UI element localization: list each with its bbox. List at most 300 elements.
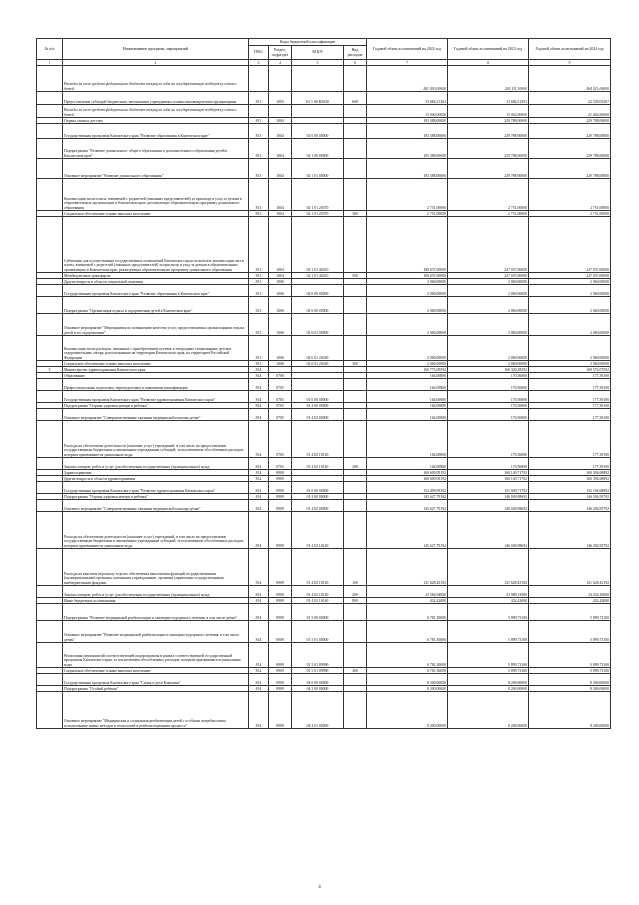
- cell-2022: 6 781,30000: [367, 643, 448, 668]
- cell-vr: [344, 621, 367, 643]
- cell-razdel: 0909: [269, 674, 292, 686]
- cell-kcsr: 02 0 00 00000: [292, 285, 344, 297]
- table-row: [37, 297, 611, 314]
- cell-2024: 146 294,95792: [529, 500, 611, 512]
- cell-2022: 164,00800: [367, 458, 448, 470]
- cell-kcsr: 02 6 00 00000: [292, 297, 344, 314]
- cell-num: [37, 421, 63, 458]
- cell-vr: [344, 285, 367, 297]
- cell-grbs: 814: [249, 598, 269, 604]
- cell-num: [37, 92, 63, 105]
- cell-vr: [344, 482, 367, 494]
- cell-grbs: 813: [249, 314, 269, 336]
- cell-grbs: 814: [249, 379, 269, 391]
- cell-name: Государственная программа Камчатского края "Развитие здравоохранения Камчатского края": [63, 482, 249, 494]
- index-cell: 8: [448, 60, 529, 66]
- cell-2022: 164,00800: [367, 421, 448, 458]
- index-cell: 5: [292, 60, 344, 66]
- cell-vr: [344, 643, 367, 668]
- cell-kcsr: 01 4 02 00000: [292, 500, 344, 512]
- cell-name: Подпрограмма "Охрана здоровья матери и ребенка": [63, 403, 249, 409]
- cell-2022: 160 773,09592: [367, 367, 448, 373]
- index-cell: 6: [344, 60, 367, 66]
- cell-num: [37, 604, 63, 621]
- cell-name: Основное мероприятие "Медицинская и социальная реабилитация детей с особыми потребностями, использование новых методов и технологий в реабилитационном процессе": [63, 692, 249, 729]
- cell-2022: 2 060,00000: [367, 361, 448, 367]
- cell-grbs: 813: [249, 285, 269, 297]
- table-row: [37, 549, 611, 586]
- cell-name: Закупка товаров, работ и услуг для обеспечения государственных (муниципальных) нужд: [63, 458, 249, 470]
- cell-razdel: [269, 66, 292, 92]
- cell-kcsr: 04 2 00 00000: [292, 686, 344, 692]
- cell-kcsr: 04 2 01 00000: [292, 692, 344, 729]
- cell-2022: 6 781,30000: [367, 668, 448, 674]
- cell-2024: 5 899,73100: [529, 643, 611, 668]
- cell-razdel: 0909: [269, 512, 292, 549]
- index-cell: 3: [249, 60, 269, 66]
- cell-name: Подпрограмма "Охрана здоровья матери и ребенка": [63, 494, 249, 500]
- cell-kcsr: 04 0 00 00000: [292, 674, 344, 686]
- cell-name: Социальное обеспечение и иные выплаты населению: [63, 211, 249, 217]
- cell-vr: [344, 604, 367, 621]
- cell-vr: 800: [344, 598, 367, 604]
- cell-num: [37, 621, 63, 643]
- cell-2023: 2 060,00000: [448, 361, 529, 367]
- cell-2023: 170,56800: [448, 379, 529, 391]
- cell-razdel: 1006: [269, 285, 292, 297]
- cell-2022: 2 060,00000: [367, 297, 448, 314]
- cell-kcsr: 01 4 00 00000: [292, 494, 344, 500]
- cell-vr: [344, 297, 367, 314]
- cell-2023: 13 686,31581: [448, 92, 529, 105]
- cell-grbs: 814: [249, 403, 269, 409]
- cell-grbs: 813: [249, 279, 269, 285]
- cell-vr: [344, 179, 367, 211]
- cell-2022: 183 388,00000: [367, 124, 448, 139]
- cell-razdel: 0909: [269, 482, 292, 494]
- cell-2023: 229 788,00000: [448, 139, 529, 159]
- cell-2024: 2 751,00000: [529, 211, 611, 217]
- cell-2023: 23 989,13500: [448, 586, 529, 598]
- cell-2023: 8 200,00000: [448, 686, 529, 692]
- cell-grbs: 813: [249, 179, 269, 211]
- cell-grbs: [249, 105, 269, 118]
- cell-2024: 152 194,68892: [529, 482, 611, 494]
- cell-2024: 177,39100: [529, 403, 611, 409]
- cell-2022: 432,42000: [367, 598, 448, 604]
- table-row: [37, 458, 611, 470]
- cell-num: [37, 336, 63, 361]
- cell-razdel: 1004: [269, 211, 292, 217]
- cell-name: Основное мероприятие "Развитие дошкольного образования": [63, 159, 249, 179]
- cell-2023: 160 320,28592: [448, 367, 529, 373]
- cell-2024: 22 529,05267: [529, 92, 611, 105]
- cell-name: Подпрограмма "Развитие дошкольного, общего образования и дополнительного образования детей в Камчатском крае": [63, 139, 249, 159]
- cell-name: Государственная программа Камчатского края "Развитие здравоохранения Камчатского края": [63, 391, 249, 403]
- cell-name: Основное мероприятие "Совершенствование оказания медицинской помощи детям": [63, 409, 249, 421]
- cell-razdel: 1004: [269, 159, 292, 179]
- cell-2023: 229 788,00000: [448, 159, 529, 179]
- cell-2023: 2 060,00000: [448, 285, 529, 297]
- cell-num: [37, 391, 63, 403]
- cell-2022: 121 628,43192: [367, 549, 448, 586]
- cell-razdel: 1006: [269, 336, 292, 361]
- cell-name: Предоставление субсидий бюджетным, автономным учреждениям и иным некоммерческим организациям: [63, 92, 249, 105]
- cell-name: Расходы на выплаты персоналу в целях обеспечения выполнения функций государственными (муниципальными) органами, казенными учреждениями, органами управления государственными внебюджетными фондами: [63, 549, 249, 586]
- header-2023: Годовой объем ассигнований на 2023 год: [448, 39, 529, 60]
- cell-razdel: 0909: [269, 692, 292, 729]
- cell-grbs: 814: [249, 686, 269, 692]
- cell-2022: 13 684,21262: [367, 92, 448, 105]
- cell-razdel: 0705: [269, 409, 292, 421]
- cell-2024: 229 788,00000: [529, 139, 611, 159]
- cell-2022: 164,00800: [367, 409, 448, 421]
- cell-2023: 2 060,00000: [448, 314, 529, 336]
- cell-2023: 432,42000: [448, 598, 529, 604]
- cell-grbs: 814: [249, 674, 269, 686]
- cell-name: Расходы за счет средств федерального бюджета текущего года на государственную поддержку семьи и детей: [63, 105, 249, 118]
- cell-name: Основное мероприятие "Развитие медицинской реабилитации и санаторно-курортного лечения, в том числе детям": [63, 621, 249, 643]
- cell-kcsr: 01 4 00 00000: [292, 403, 344, 409]
- cell-name: Другие вопросы в области социальной политики: [63, 279, 249, 285]
- cell-2022: 164,00800: [367, 391, 448, 403]
- cell-2024: 2 060,00000: [529, 314, 611, 336]
- cell-2023: 2 060,00000: [448, 279, 529, 285]
- cell-razdel: 1004: [269, 124, 292, 139]
- cell-2022: 13 000,00000: [367, 105, 448, 118]
- cell-2024: 160 394,68892: [529, 476, 611, 482]
- cell-num: [37, 549, 63, 586]
- cell-2022: 160 609,09192: [367, 476, 448, 482]
- cell-razdel: 0909: [269, 621, 292, 643]
- cell-vr: 300: [344, 668, 367, 674]
- cell-2024: 177,39100: [529, 458, 611, 470]
- cell-2022: 8 200,00000: [367, 686, 448, 692]
- cell-2024: 432,42000: [529, 598, 611, 604]
- cell-2023: 5 899,73100: [448, 621, 529, 643]
- cell-2023: 151 949,71792: [448, 482, 529, 494]
- cell-2024: 5 899,73100: [529, 621, 611, 643]
- cell-razdel: 0909: [269, 598, 292, 604]
- cell-2022: 160 609,09192: [367, 470, 448, 476]
- cell-2022: 2 751,00000: [367, 179, 448, 211]
- table-row: [37, 494, 611, 500]
- cell-2024: 146 294,95792: [529, 494, 611, 500]
- cell-2024: 5 899,73100: [529, 604, 611, 621]
- header-num: № п/п: [37, 39, 63, 60]
- cell-name: Социальное обеспечение и иные выплаты населению: [63, 668, 249, 674]
- cell-grbs: 814: [249, 643, 269, 668]
- table-row: [37, 403, 611, 409]
- table-row: [37, 586, 611, 598]
- cell-grbs: 813: [249, 361, 269, 367]
- cell-2023: 121 628,43192: [448, 549, 529, 586]
- cell-num: [37, 500, 63, 512]
- cell-vr: [344, 159, 367, 179]
- cell-kcsr: 01 4 02 10140: [292, 549, 344, 586]
- cell-2024: 8 200,00000: [529, 686, 611, 692]
- cell-2024: 177,39100: [529, 391, 611, 403]
- cell-grbs: 813: [249, 124, 269, 139]
- cell-2023: 160 149,71792: [448, 470, 529, 476]
- table-row: [37, 668, 611, 674]
- table-row: [37, 92, 611, 105]
- cell-2023: 170,56800: [448, 403, 529, 409]
- cell-kcsr: 02 6 01 20240: [292, 361, 344, 367]
- cell-vr: [344, 314, 367, 336]
- cell-2022: 23 566,94000: [367, 586, 448, 598]
- cell-grbs: 814: [249, 668, 269, 674]
- cell-2024: 2 060,00000: [529, 361, 611, 367]
- cell-2024: 2 060,00000: [529, 285, 611, 297]
- cell-2023: 8 200,00000: [448, 692, 529, 729]
- cell-kcsr: 02 1 01 40210: [292, 217, 344, 273]
- table-row: [37, 692, 611, 729]
- cell-2023: 170,56800: [448, 391, 529, 403]
- cell-2023: 160 149,71792: [448, 476, 529, 482]
- cell-razdel: 0900: [269, 470, 292, 476]
- header-2022: Годовой объем ассигнований на 2022 год: [367, 39, 448, 60]
- cell-2024: 8 200,00000: [529, 674, 611, 686]
- cell-name: Закупка товаров, работ и услуг для обеспечения государственных (муниципальных) нужд: [63, 586, 249, 598]
- cell-2023: 146 049,98692: [448, 512, 529, 549]
- cell-2022: 164,00800: [367, 379, 448, 391]
- cell-vr: [344, 512, 367, 549]
- cell-razdel: 1006: [269, 279, 292, 285]
- cell-kcsr: 02 1 01 20370: [292, 211, 344, 217]
- cell-2024: 177,39100: [529, 421, 611, 458]
- cell-razdel: 0909: [269, 494, 292, 500]
- cell-2024: 229 788,00000: [529, 159, 611, 179]
- cell-grbs: 814: [249, 549, 269, 586]
- cell-num: [37, 409, 63, 421]
- cell-2022: 145 627,79192: [367, 512, 448, 549]
- cell-grbs: 814: [249, 494, 269, 500]
- cell-name: Министерство здравоохранения Камчатского края: [63, 367, 249, 373]
- cell-2023: 5 899,73100: [448, 668, 529, 674]
- table-row: [37, 379, 611, 391]
- table-row: [37, 409, 611, 421]
- cell-razdel: 0705: [269, 458, 292, 470]
- table-row: [37, 124, 611, 139]
- cell-name: Компенсация части расходов, связанных с приобретением путевок в загородные стационарные детские оздоровительные лагеря, расположенные на территории Камчатского края, на территории Российской Федерации: [63, 336, 249, 361]
- cell-kcsr: 01 4 02 10140: [292, 598, 344, 604]
- cell-grbs: 813: [249, 273, 269, 279]
- cell-name: Расходы за счет средств федерального бюджета текущего года на государственную поддержку семьи и детей: [63, 66, 249, 92]
- cell-vr: [344, 421, 367, 458]
- cell-2022: 183 388,00000: [367, 118, 448, 124]
- cell-grbs: 813: [249, 217, 269, 273]
- cell-razdel: 0909: [269, 686, 292, 692]
- cell-razdel: 0909: [269, 668, 292, 674]
- cell-razdel: 1004: [269, 118, 292, 124]
- cell-kcsr: 01 4 02 10140: [292, 421, 344, 458]
- cell-name: Социальное обеспечение и иные выплаты населению: [63, 361, 249, 367]
- cell-num: [37, 643, 63, 668]
- cell-vr: [344, 379, 367, 391]
- cell-kcsr: 01 5 01 09990: [292, 668, 344, 674]
- cell-num: [37, 297, 63, 314]
- table-row: [37, 66, 611, 92]
- cell-grbs: 813: [249, 92, 269, 105]
- table-row: [37, 139, 611, 159]
- cell-2024: 2 060,00000: [529, 279, 611, 285]
- table-row: [37, 512, 611, 549]
- cell-2024: 121 628,43192: [529, 549, 611, 586]
- table-row: [37, 621, 611, 643]
- cell-2024: 264 521,00000: [529, 66, 611, 92]
- cell-grbs: 814: [249, 512, 269, 549]
- cell-vr: [344, 391, 367, 403]
- cell-kcsr: 01 4 02 10140: [292, 586, 344, 598]
- cell-grbs: 814: [249, 373, 269, 379]
- cell-vr: 600: [344, 92, 367, 105]
- cell-vr: [344, 66, 367, 92]
- cell-razdel: 1004: [269, 179, 292, 211]
- cell-2023: 146 049,98692: [448, 494, 529, 500]
- cell-grbs: 814: [249, 458, 269, 470]
- cell-name: Здравоохранение: [63, 470, 249, 476]
- table-row: [37, 643, 611, 668]
- cell-2022: 2 060,00000: [367, 314, 448, 336]
- cell-2022: 183 388,00000: [367, 159, 448, 179]
- cell-razdel: 1004: [269, 139, 292, 159]
- cell-2022: 2 060,00000: [367, 285, 448, 297]
- index-cell: 7: [367, 60, 448, 66]
- cell-num: [37, 139, 63, 159]
- cell-2022: 281 493,00000: [367, 66, 448, 92]
- table-row: [37, 179, 611, 211]
- cell-vr: 300: [344, 211, 367, 217]
- table-row: [37, 159, 611, 179]
- cell-num: [37, 512, 63, 549]
- table-row: [37, 391, 611, 403]
- cell-num: 3: [37, 367, 63, 373]
- cell-razdel: [269, 105, 292, 118]
- cell-2024: 2 060,00000: [529, 336, 611, 361]
- cell-name: Межбюджетные трансферты: [63, 273, 249, 279]
- cell-num: [37, 314, 63, 336]
- cell-grbs: 813: [249, 139, 269, 159]
- cell-vr: [344, 692, 367, 729]
- cell-vr: [344, 217, 367, 273]
- cell-razdel: 0909: [269, 549, 292, 586]
- cell-2023: 2 060,00000: [448, 336, 529, 361]
- cell-vr: [344, 674, 367, 686]
- cell-num: [37, 159, 63, 179]
- cell-kcsr: 01 5 00 00000: [292, 604, 344, 621]
- cell-2023: 265 111,10000: [448, 66, 529, 92]
- cell-2022: 8 200,00000: [367, 674, 448, 686]
- cell-2023: 13 002,00000: [448, 105, 529, 118]
- cell-2023: 5 899,73100: [448, 604, 529, 621]
- cell-name: Подпрограмма "Особый ребенок": [63, 686, 249, 692]
- cell-2023: 5 899,73100: [448, 643, 529, 668]
- cell-2022: 152 409,09192: [367, 482, 448, 494]
- cell-2023: 170,56800: [448, 458, 529, 470]
- cell-vr: 100: [344, 549, 367, 586]
- cell-num: [37, 179, 63, 211]
- cell-2023: 8 200,00000: [448, 674, 529, 686]
- cell-razdel: 1006: [269, 361, 292, 367]
- cell-kcsr: 01 4 02 00000: [292, 409, 344, 421]
- table-row: [37, 285, 611, 297]
- cell-2023: 229 788,00000: [448, 118, 529, 124]
- cell-razdel: 0909: [269, 500, 292, 512]
- cell-num: [37, 66, 63, 92]
- index-cell: 4: [269, 60, 292, 66]
- cell-grbs: 814: [249, 586, 269, 598]
- cell-kcsr: 02 1 01 00000: [292, 159, 344, 179]
- cell-name: Государственная программа Камчатского края "Развитие образования в Камчатском крае": [63, 285, 249, 297]
- cell-kcsr: 02 6 01 20240: [292, 336, 344, 361]
- cell-grbs: 814: [249, 476, 269, 482]
- cell-2024: 21 402,60000: [529, 105, 611, 118]
- cell-2024: 5 899,73100: [529, 668, 611, 674]
- cell-2023: 146 049,98692: [448, 500, 529, 512]
- cell-2023: 227 037,00000: [448, 217, 529, 273]
- cell-razdel: 0705: [269, 403, 292, 409]
- cell-kcsr: 02 1 00 00000: [292, 139, 344, 159]
- cell-2024: 229 788,00000: [529, 124, 611, 139]
- cell-grbs: 813: [249, 118, 269, 124]
- cell-name: Профессиональная подготовка, переподготовка и повышение квалификации: [63, 379, 249, 391]
- cell-2024: 177,39100: [529, 409, 611, 421]
- cell-grbs: [249, 66, 269, 92]
- cell-num: [37, 379, 63, 391]
- cell-name: Реализация мероприятий соответствующей подпрограммы в рамках соответствующей государственной программы Камчатского края, за исключением обособленных расходов, которым присваиваются уникальные коды: [63, 643, 249, 668]
- header-kcsr: КЦСР: [292, 46, 344, 60]
- cell-grbs: 814: [249, 604, 269, 621]
- table-row: [37, 314, 611, 336]
- page-number: 4: [318, 885, 321, 890]
- cell-name: Компенсация части платы, взимаемой с родителей (законных представителей) за присмотр и уход за детьми в образовательных организациях в Камчатском крае, реализующих образовательную программу дошкольного образования: [63, 179, 249, 211]
- cell-grbs: 814: [249, 409, 269, 421]
- cell-2024: 2 060,00000: [529, 297, 611, 314]
- cell-2022: 6 781,30000: [367, 621, 448, 643]
- table-row: [37, 361, 611, 367]
- cell-vr: [344, 124, 367, 139]
- cell-name: Субвенции для осуществления государственных полномочий Камчатского края по выплате компенсации части платы, взимаемой с родителей (законных представителей) за присмотр и уход за детьми в образовательных организациях в Камчатском крае, реализующих образовательную программу дошкольного образования: [63, 217, 249, 273]
- cell-razdel: 0909: [269, 643, 292, 668]
- cell-name: Подпрограмма "Развитие медицинской реабилитации и санаторно-курортного лечения, в том числе детям": [63, 604, 249, 621]
- cell-razdel: 0700: [269, 373, 292, 379]
- cell-2022: 2 060,00000: [367, 336, 448, 361]
- cell-razdel: 0909: [269, 586, 292, 598]
- table-row: [37, 336, 611, 361]
- cell-kcsr: [292, 66, 344, 92]
- cell-name: Охрана семьи и детства: [63, 118, 249, 124]
- cell-kcsr: 02 1 06 R3040: [292, 92, 344, 105]
- cell-2022: 145 627,79192: [367, 500, 448, 512]
- cell-razdel: 0705: [269, 421, 292, 458]
- cell-2023: 170,56800: [448, 373, 529, 379]
- cell-kcsr: 01 0 00 00000: [292, 391, 344, 403]
- cell-razdel: 1006: [269, 314, 292, 336]
- cell-kcsr: 02 1 01 20370: [292, 179, 344, 211]
- cell-razdel: 1003: [269, 92, 292, 105]
- cell-kcsr: [292, 105, 344, 118]
- cell-num: [37, 458, 63, 470]
- header-kbk: Коды бюджетной классификации: [249, 39, 367, 46]
- cell-2022: 164,00800: [367, 373, 448, 379]
- cell-razdel: 0909: [269, 476, 292, 482]
- cell-vr: 300: [344, 361, 367, 367]
- cell-grbs: 814: [249, 621, 269, 643]
- cell-kcsr: 01 5 01 09990: [292, 643, 344, 668]
- cell-name: Иные бюджетные ассигнования: [63, 598, 249, 604]
- cell-name: Государственная программа Камчатского края "Семья и дети Камчатки": [63, 674, 249, 686]
